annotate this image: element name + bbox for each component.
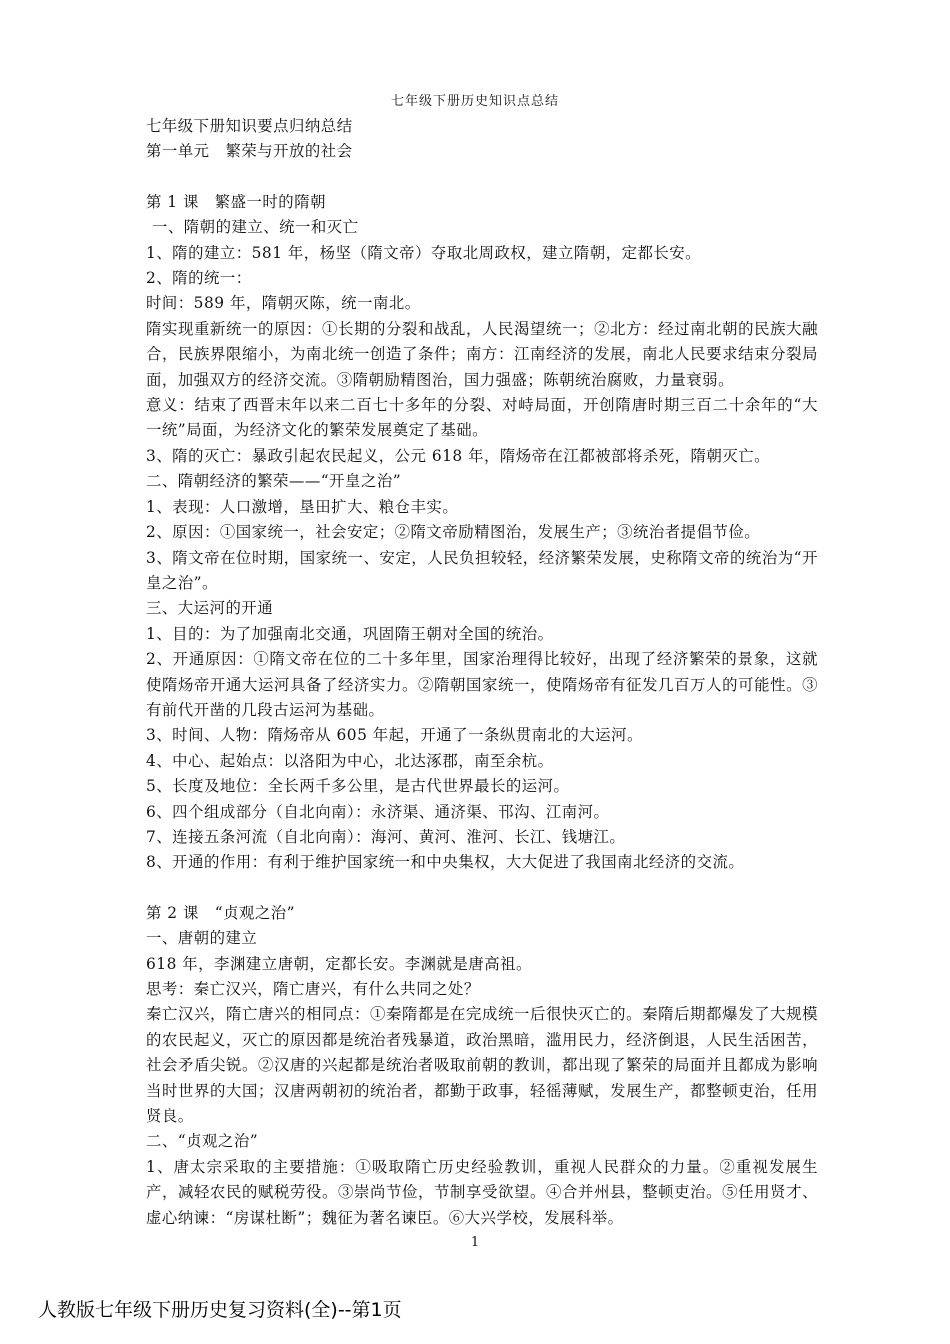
text-line: 三、大运河的开通 (146, 599, 274, 618)
paragraph: 3、隋文帝在位时期，国家统一、安定，人民负担较轻，经济繁荣发展，史称隋文帝的统治为“开皇之治”。 (146, 548, 818, 592)
page-number: 1 (470, 1235, 480, 1250)
text-line: 二、“贞观之治” (146, 1132, 259, 1151)
document-body (146, 114, 818, 1231)
text-line: 一、隋朝的建立、统一和灭亡 (152, 218, 359, 237)
text-line: 1、隋的建立：581 年，杨坚（隋文帝）夺取北周政权，建立隋朝，定都长安。 (146, 243, 702, 262)
text-line: 6、四个组成部分（自北向南）：永济渠、通济渠、邗沟、江南河。 (146, 802, 610, 821)
blank-line (146, 876, 818, 901)
paragraph: 意义：结束了西晋末年以来二百七十多年的分裂、对峙局面，开创隋唐时期三百二十余年的“大一统”局面，为经济文化的繁荣发展奠定了基础。 (146, 396, 818, 440)
page-header: 七年级下册历史知识点总结 (390, 94, 559, 109)
text-line: 1、表现：人口激增，垦田扩大、粮仓丰实。 (146, 497, 459, 516)
text-line: 3、隋的灭亡：暴政引起农民起义，公元 618 年，隋炀帝在江都被部将杀死，隋朝灭亡。 (146, 446, 771, 465)
text-line: 一、唐朝的建立 (146, 929, 258, 948)
text-line: 时间：589 年，隋朝灭陈，统一南北。 (146, 294, 421, 313)
blank-line (146, 165, 818, 190)
text-line: 七年级下册知识要点归纳总结 (146, 117, 353, 135)
text-line: 4、中心、起始点：以洛阳为中心，北达涿郡，南至余杭。 (146, 751, 554, 770)
text-line: 第一单元 繁荣与开放的社会 (146, 142, 353, 161)
paragraph: 1、唐太宗采取的主要措施：①吸取隋亡历史经验教训，重视人民群众的力量。②重视发展生产，减轻农民的赋税劳役。③崇尚节俭，节制享受欲望。④合并州县，整顿吏治。⑤任用贤才、虚心纳谏：“房谋杜断”；魏征为著名谏臣。⑥大兴学校，发展科举。 (146, 1157, 818, 1227)
text-line: 618 年，李渊建立唐朝，定都长安。李渊就是唐高祖。 (146, 954, 532, 973)
text-line: 1、目的：为了加强南北交通，巩固隋王朝对全国的统治。 (146, 624, 554, 643)
text-line: 第 2 课 “贞观之治” (146, 903, 296, 922)
paragraph: 2、开通原因：①隋文帝在位的二十多年里，国家治理得比较好，出现了经济繁荣的景象，这就使隋炀帝开通大运河具备了经济实力。②隋朝国家统一，使隋炀帝有征发几百万人的可能性。③有前代开凿的几段古运河为基础。 (146, 650, 818, 719)
paragraph: 秦亡汉兴，隋亡唐兴的相同点：①秦隋都是在完成统一后很快灭亡的。秦隋后期都爆发了大规模的农民起义，灭亡的原因都是统治者残暴道，政治黑暗，滥用民力，经济倒退，人民生活困苦，社会矛盾尖锐。②汉唐的兴起都是统治者吸取前朝的教训，都出现了繁荣的局面并且都成为影响当时世界的大国；汉唐两朝初的统治者，都勤于政事，轻徭薄赋，发展生产，都整顿吏治，任用贤良。 (146, 1005, 818, 1126)
text-line: 2、隋的统一： (146, 269, 252, 288)
text-line: 8、开通的作用：有利于维护国家统一和中央集权，大大促进了我国南北经济的交流。 (146, 853, 745, 872)
text-line: 2、原因：①国家统一，社会安定；②隋文帝励精图治，发展生产；③统治者提倡节俭。 (146, 523, 761, 542)
text-line: 3、时间、人物：隋炀帝从 605 年起，开通了一条纵贯南北的大运河。 (146, 726, 643, 745)
footer-caption: 人教版七年级下册历史复习资料(全)--第1页 (38, 1299, 402, 1321)
text-line: 思考：秦亡汉兴，隋亡唐兴，有什么共同之处？ (146, 980, 480, 998)
text-line: 二、隋朝经济的繁荣——“开皇之治” (146, 472, 402, 491)
text-line: 7、连接五条河流（自北向南）：海河、黄河、淮河、长江、钱塘江。 (146, 827, 626, 846)
paragraph: 隋实现重新统一的原因：①长期的分裂和战乱，人民渴望统一；②北方：经过南北朝的民族大融合，民族界限缩小，为南北统一创造了条件；南方：江南经济的发展，南北人民要求结束分裂局面，加强双方的经济交流。③隋朝励精图治，国力强盛；陈朝统治腐败，力量衰弱。 (146, 319, 818, 389)
text-line: 5、长度及地位：全长两千多公里，是古代世界最长的运河。 (146, 777, 570, 796)
text-line: 第 1 课 繁盛一时的隋朝 (146, 192, 326, 211)
